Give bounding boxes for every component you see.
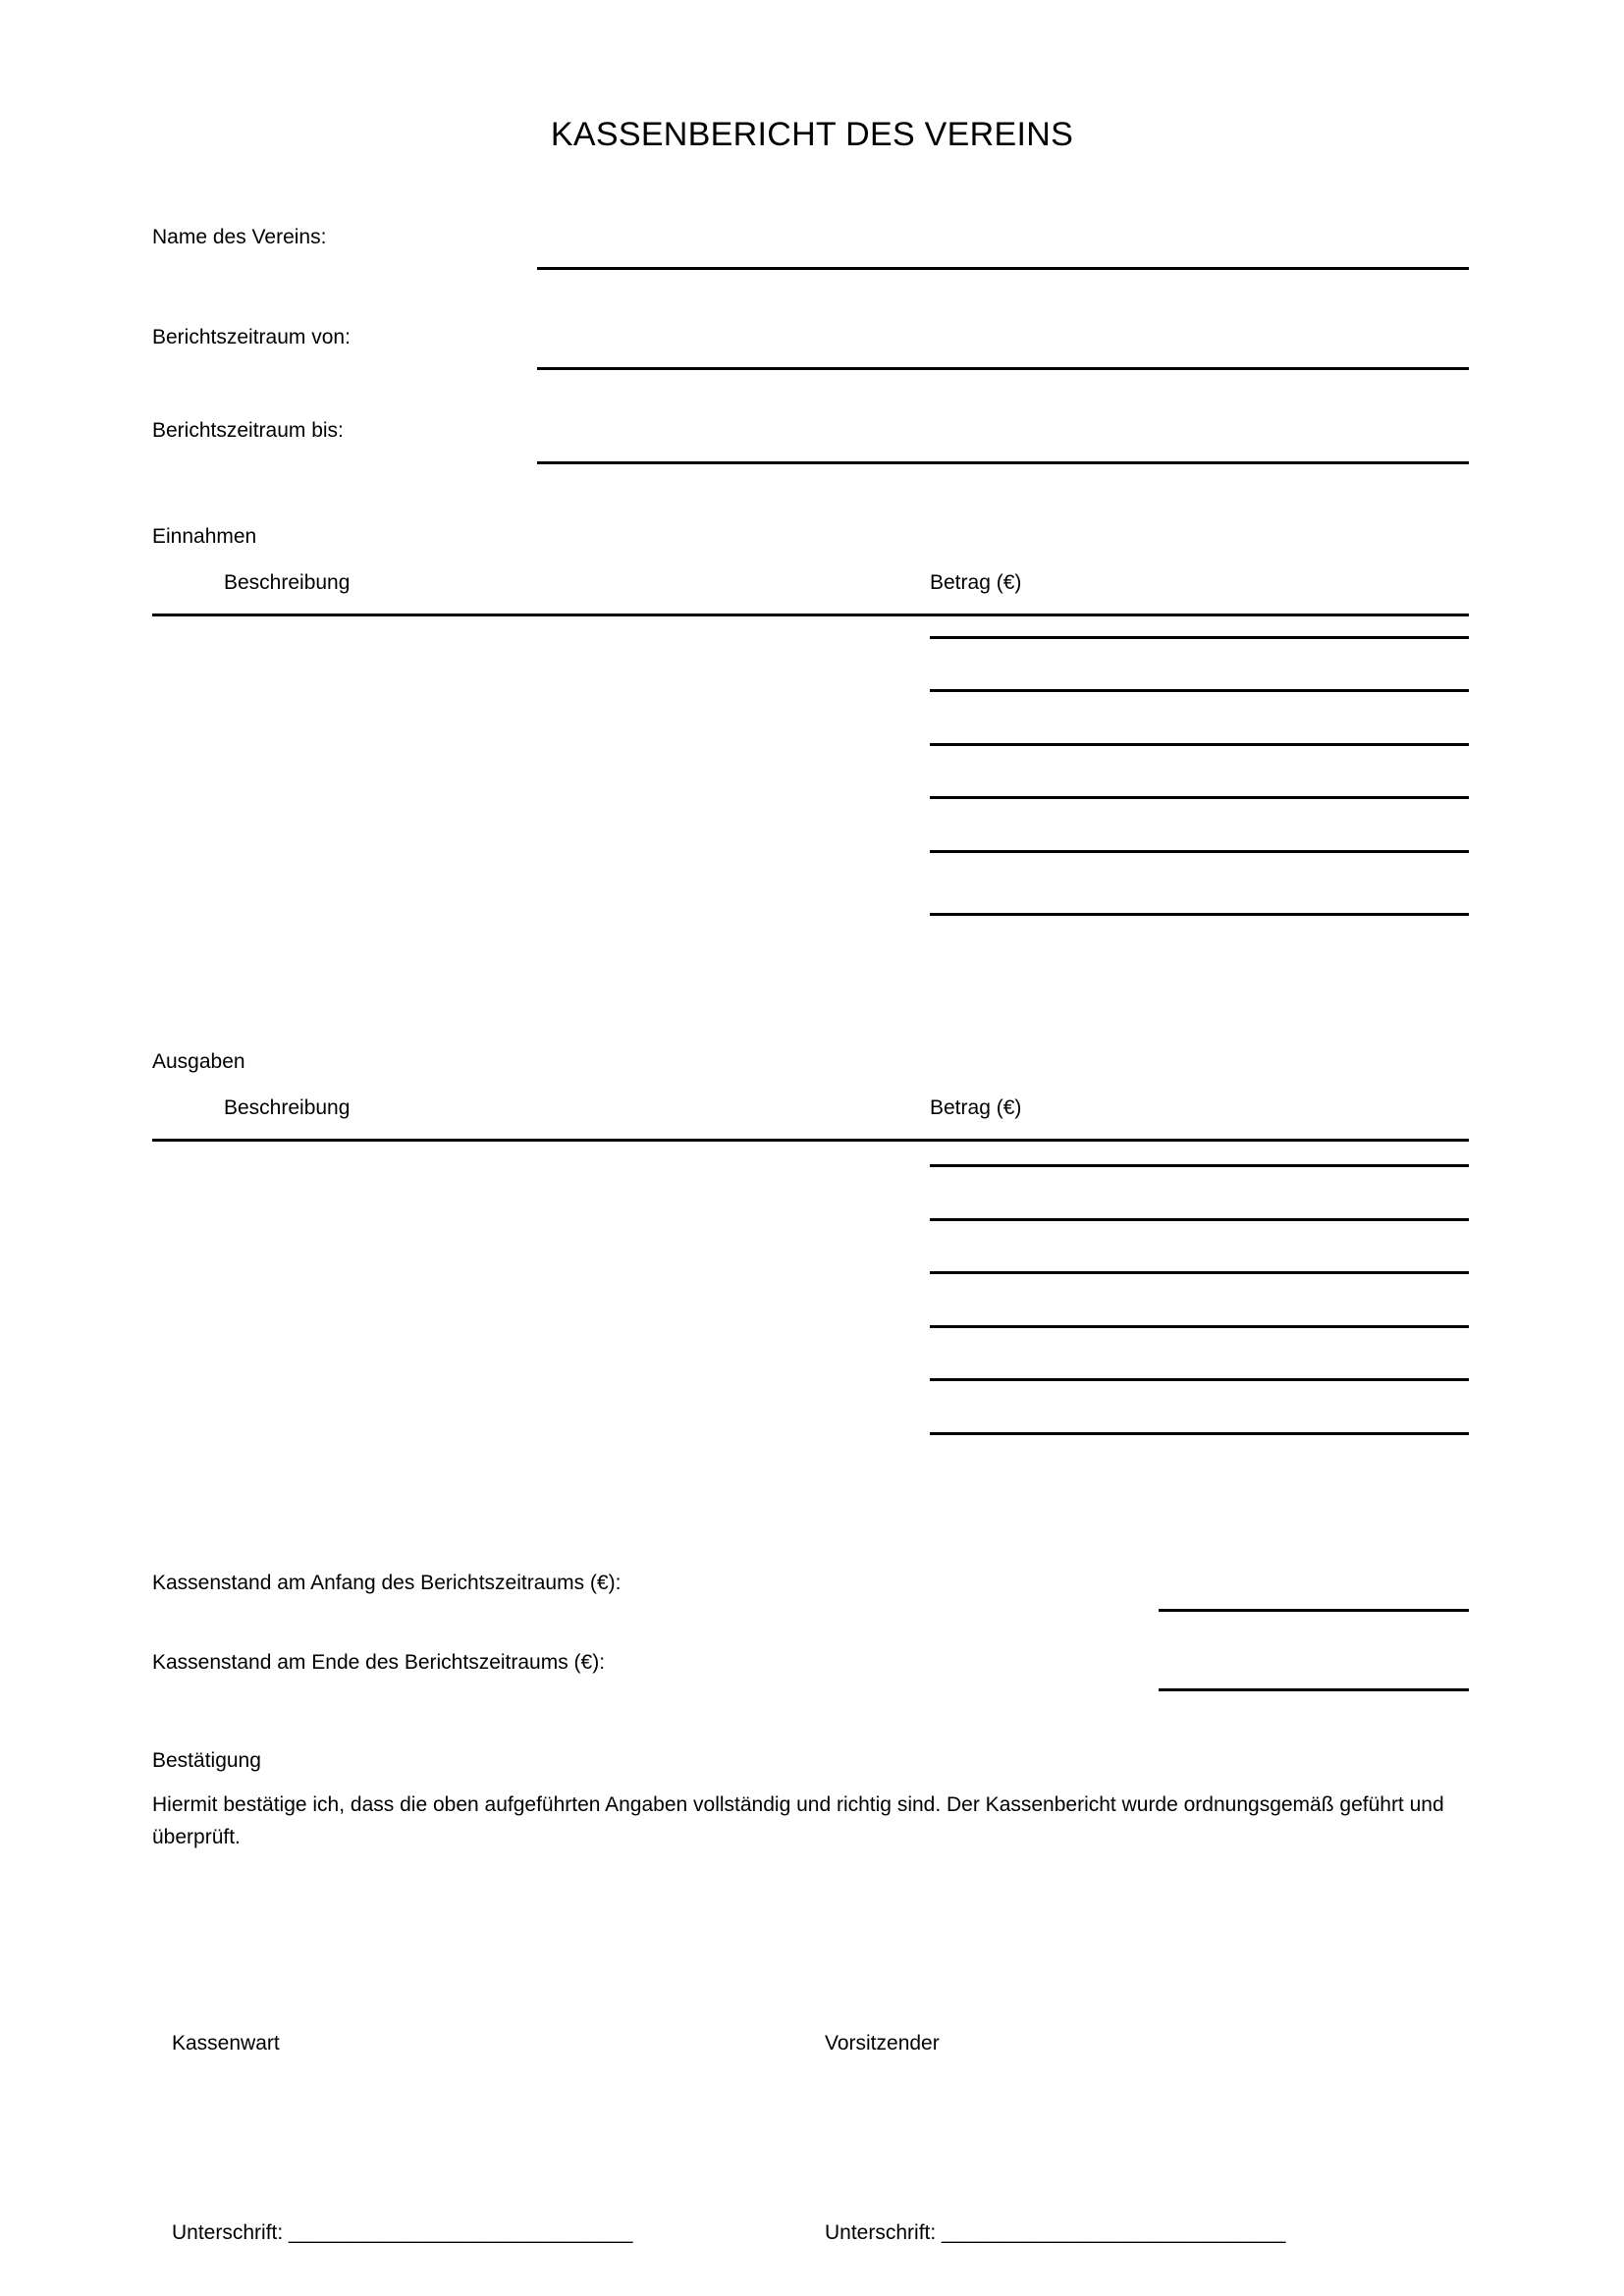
column-header-beschreibung-ausgaben: Beschreibung [224, 1096, 351, 1119]
table-row[interactable] [930, 1271, 1469, 1274]
table-row[interactable] [930, 796, 1469, 799]
table-row[interactable] [930, 913, 1469, 916]
label-berichtszeitraum-von: Berichtszeitraum von: [152, 326, 351, 348]
label-berichtszeitraum-bis: Berichtszeitraum bis: [152, 419, 344, 442]
input-kassenstand-anfang[interactable] [1159, 1609, 1469, 1612]
input-name-des-vereins[interactable] [537, 267, 1469, 270]
section-title-bestaetigung: Bestätigung [152, 1749, 261, 1772]
section-title-einnahmen: Einnahmen [152, 525, 257, 548]
table-row[interactable] [930, 850, 1469, 853]
column-header-betrag-einnahmen: Betrag (€) [930, 571, 1022, 594]
table-row[interactable] [930, 1325, 1469, 1328]
page-title: KASSENBERICHT DES VEREINS [550, 116, 1074, 153]
table-row[interactable] [930, 689, 1469, 692]
table-row[interactable] [930, 743, 1469, 746]
input-kassenstand-ende[interactable] [1159, 1688, 1469, 1691]
section-title-ausgaben: Ausgaben [152, 1050, 245, 1073]
table-header-rule-ausgaben [152, 1139, 1469, 1142]
table-row[interactable] [930, 636, 1469, 639]
table-header-rule-einnahmen [152, 614, 1469, 616]
signature-line-vorsitzender[interactable]: Unterschrift: ______________________________ [825, 2221, 1286, 2244]
column-header-beschreibung-einnahmen: Beschreibung [224, 571, 351, 594]
signature-role-kassenwart: Kassenwart [172, 2032, 280, 2055]
table-row[interactable] [930, 1218, 1469, 1221]
label-name-des-vereins: Name des Vereins: [152, 226, 327, 248]
input-berichtszeitraum-von[interactable] [537, 367, 1469, 370]
signature-line-kassenwart[interactable]: Unterschrift: ______________________________ [172, 2221, 633, 2244]
table-row[interactable] [930, 1432, 1469, 1435]
label-kassenstand-ende: Kassenstand am Ende des Berichtszeitraums (€): [152, 1651, 606, 1674]
confirmation-text: Hiermit bestätige ich, dass die oben aufgeführten Angaben vollständig und richtig sind. Der Kassenbericht wurde ordnungsgemäß geführt und überprüft. [152, 1793, 1444, 1848]
table-row[interactable] [930, 1378, 1469, 1381]
input-berichtszeitraum-bis[interactable] [537, 461, 1469, 464]
label-kassenstand-anfang: Kassenstand am Anfang des Berichtszeitraums (€): [152, 1572, 622, 1594]
column-header-betrag-ausgaben: Betrag (€) [930, 1096, 1022, 1119]
signature-role-vorsitzender: Vorsitzender [825, 2032, 940, 2055]
table-row[interactable] [930, 1164, 1469, 1167]
